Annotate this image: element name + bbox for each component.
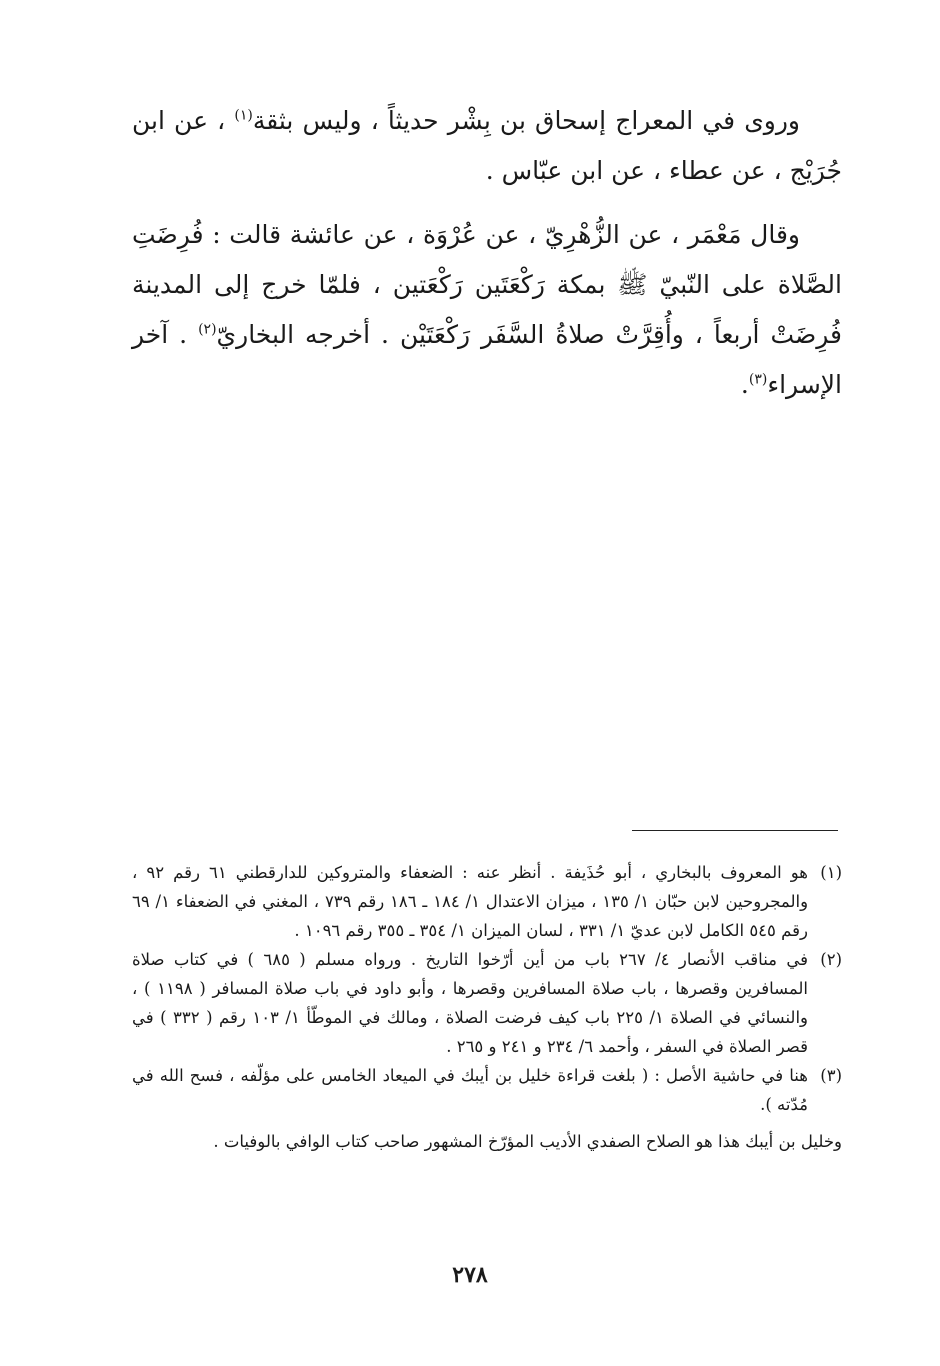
paragraph-text: وروى في المعراج إسحاق بن بِشْر حديثاً ، وليس بثقة (252, 106, 801, 135)
footnote-text: في مناقب الأنصار ٤/ ٢٦٧ باب من أين أرّخوا التاريخ . ورواه مسلم ( ٦٨٥ ) في كتاب صلاة المسافرين وقصرها ، باب صلاة المسافرين وقصرها ، وأبو داود في باب صلاة المسافر ( ١١٩٨ ) ، والنسائي في الصلاة ١/ ٢٢٥ باب كيف فرضت الصلاة ، ومالك في الموطّأ ١/ ١٠٣ رقم ( ٣٣٢ ) في قصر الصلاة في السفر ، وأحمد ٦/ ٢٣٤ و ٢٤١ و ٢٦٥ . (132, 950, 809, 1056)
footnote-continuation: وخليل بن أيبك هذا هو الصلاح الصفدي الأديب المؤرّخ المشهور صاحب كتاب الوافي بالوفيات . (213, 1132, 842, 1151)
footnote-number: (٣) (820, 1066, 842, 1085)
footnote-reference: (١) (234, 107, 253, 124)
footnote-3 (132, 1061, 842, 1119)
footnote-2 (132, 945, 842, 1061)
footnote-number: (٢) (820, 950, 842, 969)
paragraph-text: . (740, 370, 749, 399)
main-paragraph (132, 96, 842, 196)
footnote-reference: (٣) (748, 371, 768, 388)
footnote-number: (١) (820, 863, 842, 882)
footnote-1 (132, 858, 842, 945)
main-paragraph (132, 210, 842, 410)
footnote-text: هنا في حاشية الأصل : ( بلغت قراءة خليل بن أيبك في الميعاد الخامس على مؤلّفه ، فسح الله في مُدّته ). (132, 1066, 808, 1114)
footnotes (132, 858, 842, 1156)
page-number: ٢٧٨ (452, 1262, 488, 1288)
footnote-reference: (٢) (198, 321, 217, 338)
paragraph-text: وقال مَعْمَر ، عن الزُّهْرِيّ ، عن عُرْوَة ، عن عائشة قالت : فُرِضَتِ الصَّلاة على النّبيّ ﷺ بمكة رَكْعَتَين رَكْعَتين ، فلمّا خرج إلى المدينة فُرِضَتْ أربعاً ، وأُقِرَّتْ صلاةُ السَّفَر رَكْعَتَيْن . أخرجه البخاريّ (132, 220, 842, 349)
paragraph-text: . آخر الإسراء (132, 320, 842, 399)
main-text (132, 96, 842, 410)
footnote-text: هو المعروف بالبخاري ، أبو حُذَيفة . أنظر عنه : الضعفاء والمتروكين للدارقطني ٦١ رقم ٩٢ ، والمجروحين لابن حبّان ١/ ١٣٥ ، ميزان الاعتدال ١/ ١٨٤ ـ ١٨٦ رقم ٧٣٩ ، المغني في الضعفاء ١/ ٦٩ رقم ٥٤٥ الكامل لابن عديّ ١/ ٣٣١ ، لسان الميزان ١/ ٣٥٤ ـ ٣٥٥ رقم ١٠٩٦ . (132, 863, 809, 940)
footnote-separator (632, 830, 838, 831)
paragraph-text: ، عن ابن جُرَيْج ، عن عطاء ، عن ابن عبّاس . (132, 106, 842, 185)
